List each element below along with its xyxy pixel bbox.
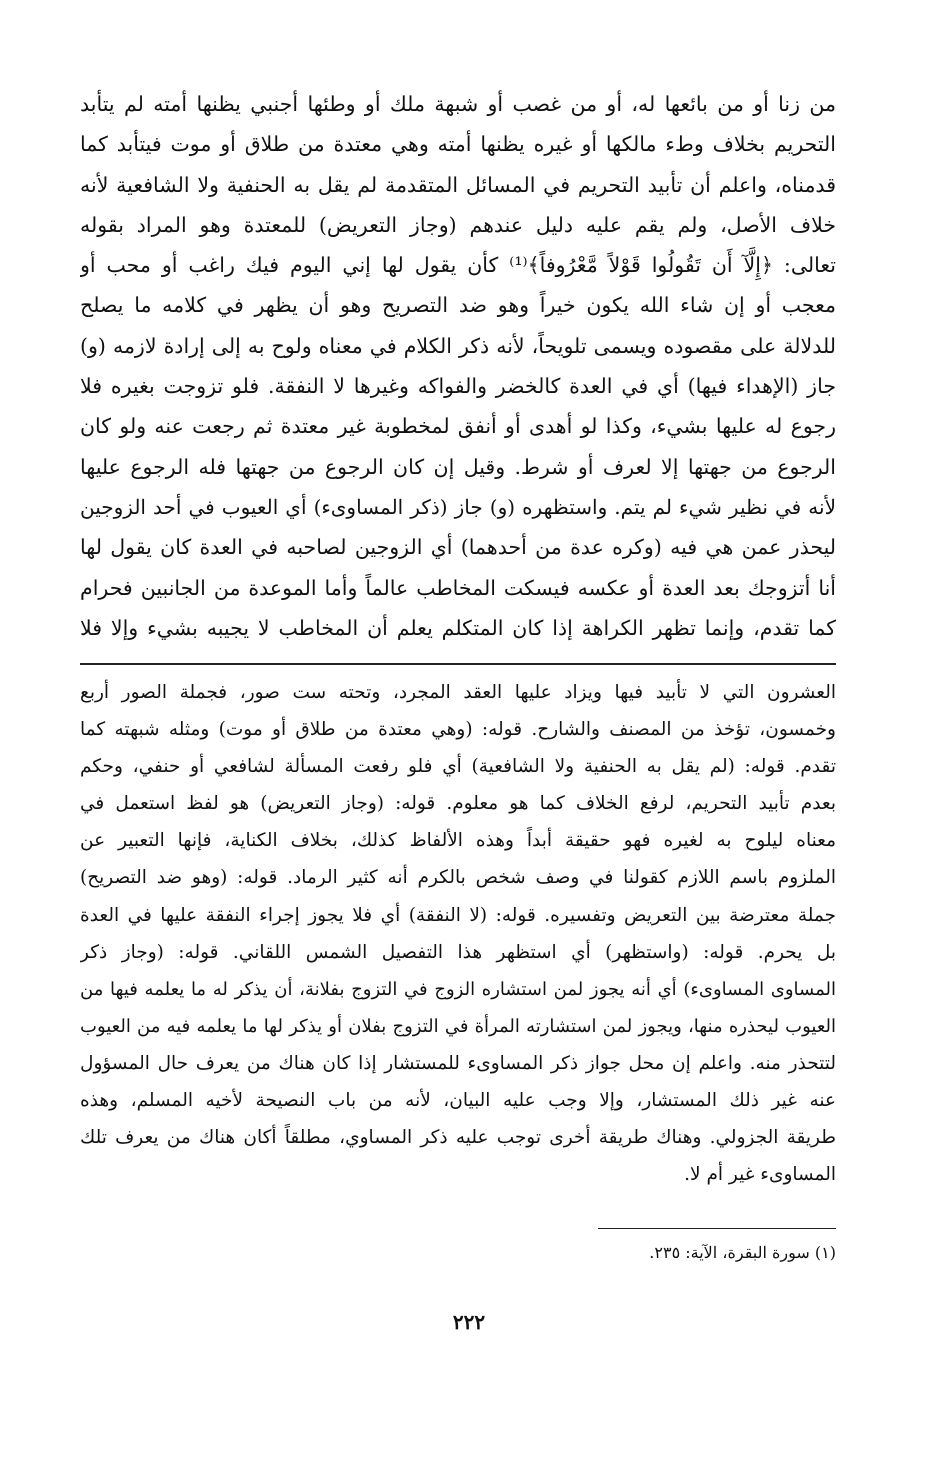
commentary-line: المساوىء غير أم لا. bbox=[684, 1164, 836, 1186]
commentary-line: تقدم. قوله: (لم يقل به الحنفية ولا الشافعية) أي فلو رفعت المسألة لشافعي أو حنفي، وحكم bbox=[80, 756, 836, 778]
commentary-block bbox=[80, 674, 836, 1193]
commentary-line: عنه غير ذلك المستشار، وإلا وجب عليه البيان، لأنه من باب النصيحة لأخيه المسلم، وهذه bbox=[80, 1090, 836, 1112]
main-text-line: معجب أو إن شاء الله يكون خيراً وهو ضد التصريح وهو أن يظهر في كلامه ما يصلح bbox=[80, 293, 836, 318]
main-text-line: قدمناه، واعلم أن تأبيد التحريم في المسائل المتقدمة لم يقل به الحنفية ولا الشافعية لأنه bbox=[80, 172, 836, 197]
main-text-line: الرجوع من جهتها إلا لعرف أو شرط. وقيل إن كان الرجوع من جهتها فله الرجوع عليها bbox=[80, 454, 836, 479]
main-text-line: تعالى: ﴿إِلَّآ أَن تَقُولُوا قَوْلاً مَّعْرُوفاً﴾⁽¹⁾ كأن يقول لها إني اليوم فيك راغب أو محب أو bbox=[80, 253, 836, 278]
main-text-line: لأنه في نظير شيء لم يتم. واستظهره (و) جاز (ذكر المساوىء) أي العيوب في أحد الزوجين bbox=[80, 494, 836, 519]
page-number: ٢٢٢ bbox=[452, 1310, 486, 1334]
main-text-line: رجوع له عليها بشيء، وكذا لو أهدى أو أنفق لمخطوبة غير معتدة ثم رجعت عنه ولو كان bbox=[80, 414, 836, 439]
commentary-line: طريقة الجزولي. وهناك طريقة أخرى توجب عليه ذكر المساوي، مطلقاً أكان هناك من يعرف تلك bbox=[80, 1127, 836, 1149]
main-text-line: للدلالة على مقصوده ويسمى تلويحاً، لأنه ذكر الكلام في معناه ولوح به إلى إرادة لازمه (و) bbox=[80, 333, 836, 358]
main-text-line: كما تقدم، وإنما تظهر الكراهة إذا كان المتكلم يعلم أن المخاطب لا يجيبه بشيء وإلا فلا bbox=[80, 615, 836, 640]
footnote-divider bbox=[598, 1228, 836, 1229]
commentary-line: الملزوم باسم اللازم كقولنا في وصف شخص بالكرم أنه كثير الرماد. قوله: (وهو ضد التصريح) bbox=[80, 867, 836, 889]
commentary-line: بعدم تأبيد التحريم، لرفع الخلاف كما هو معلوم. قوله: (وجاز التعريض) هو لفظ استعمل في bbox=[80, 793, 836, 815]
commentary-line: العشرون التي لا تأبيد فيها ويزاد عليها العقد المجرد، وتحته ست صور، فجملة الصور أربع bbox=[80, 682, 836, 703]
commentary-line: معناه ليلوح به لغيره فهو حقيقة أبداً وهذه الألفاظ كذلك، بخلاف الكناية، فإنها التعبير عن bbox=[80, 830, 836, 852]
main-text-line: ليحذر عمن هي فيه (وكره عدة من أحدهما) أي الزوجين لصاحبه في العدة كان يقول لها bbox=[80, 535, 836, 560]
commentary-line: العيوب ليحذره منها، ويجوز لمن استشارته المرأة في التزوج بفلان أو يذكر لها ما يعلمه فيه من العيوب bbox=[80, 1015, 836, 1037]
main-text-line: جاز (الإهداء فيها) أي في العدة كالخضر والفواكه وغيرها لا النفقة. فلو تزوجت بغيره فلا bbox=[80, 374, 836, 399]
main-text-line: خلاف الأصل، ولم يقم عليه دليل عندهم (وجاز التعريض) للمعتدة وهو المراد بقوله bbox=[80, 212, 836, 237]
main-text-line: من زنا أو من بائعها له، أو من غصب أو شبهة ملك أو وطئها أجنبي يظنها أمته لم يتأبد bbox=[80, 92, 836, 116]
commentary-line: وخمسون، تؤخذ من المصنف والشارح. قوله: (وهي معتدة من طلاق أو موت) ومثله شبهته كما bbox=[80, 719, 836, 741]
section-divider bbox=[80, 663, 836, 665]
commentary-line: جملة معترضة بين التعريض وتفسيره. قوله: (لا النفقة) أي فلا يجوز إجراء النفقة عليها في العدة bbox=[80, 904, 836, 926]
footnote: (١) سورة البقرة، الآية: ٢٣٥. bbox=[649, 1243, 836, 1262]
commentary-line: المساوى المساوىء) أي أنه يجوز لمن استشاره الزوج في التزوج بفلانة، أن يذكر له ما يعلمه فيها من bbox=[80, 978, 836, 1000]
main-text-line: التحريم بخلاف وطء مالكها أو غيره يظنها أمته وهي معتدة من طلاق أو موت فيتأبد كما bbox=[80, 132, 836, 157]
main-text-line: أنا أتزوجك بعد العدة أو عكسه فيسكت المخاطب عالماً وأما الموعدة من الجانبين فحرام bbox=[80, 575, 836, 600]
commentary-line: بل يحرم. قوله: (واستظهر) أي استظهر هذا التفصيل الشمس اللقاني. قوله: (وجاز ذكر bbox=[80, 941, 836, 963]
commentary-line: لتتحذر منه. واعلم إن محل جواز ذكر المساوىء للمستشار إذا كان هناك من يعرف حال المسؤول bbox=[80, 1052, 836, 1074]
main-text-block bbox=[80, 84, 836, 648]
